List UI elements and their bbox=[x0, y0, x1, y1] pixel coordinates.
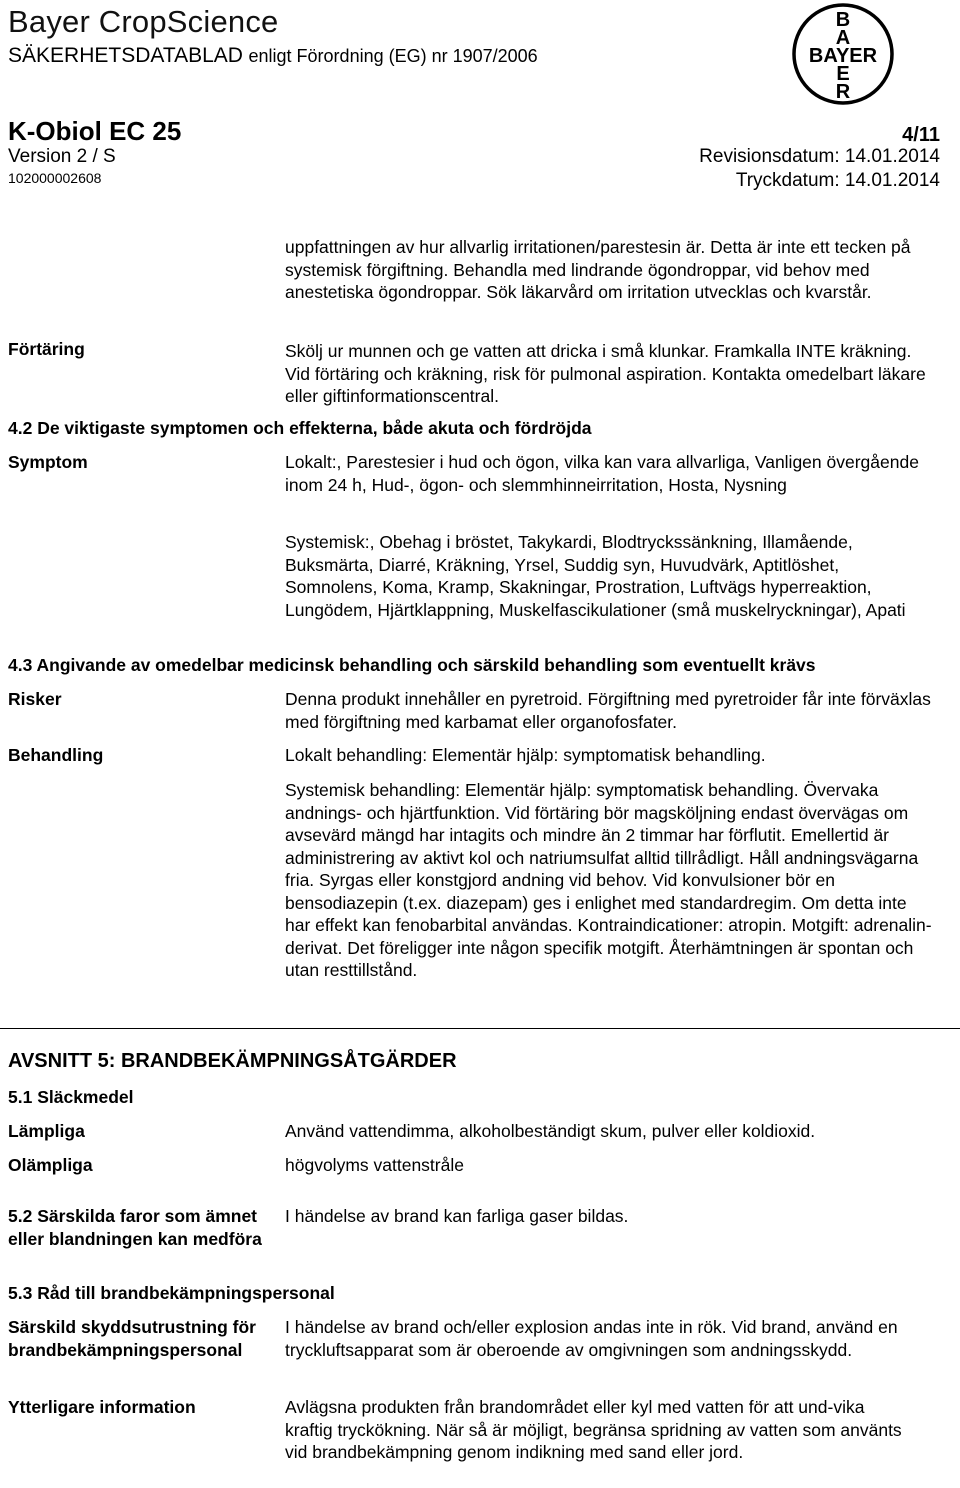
symptom-label: Symptom bbox=[8, 452, 88, 472]
risks-label: Risker bbox=[8, 689, 62, 709]
unsuitable-label: Olämpliga bbox=[8, 1155, 93, 1175]
symptom-systemic: Systemisk:, Obehag i bröstet, Takykardi, Blodtryckssänkning, Illamående, Buksmärta, Diarré, Kräkning, Yrsel, Suddig syn, Huvudvärk, Aptitlöshet, Somnolens, Koma, Kramp, Skakningar, Prostration, Luftvägs hyperreaktion, Lungödem, Hjärtklappning, Muskelfascikulationer (små muskelryckningar), Apati bbox=[285, 532, 906, 620]
ppe-text: I händelse av brand och/eller explosion andas inte in rök. Vid brand, använd en tryckluftsapparat som är oberoende av omgivningen som andningsskydd. bbox=[285, 1317, 898, 1360]
bayer-cross-logo bbox=[791, 2, 895, 106]
section-5-3-heading: 5.3 Råd till brandbekämpningspersonal bbox=[8, 1283, 335, 1303]
section-4-2-heading: 4.2 De viktigaste symptomen och effekterna, både akuta och fördröjda bbox=[8, 418, 592, 438]
version: Version 2 / S bbox=[8, 146, 116, 167]
section-5-title: AVSNITT 5: BRANDBEKÄMPNINGSÅTGÄRDER bbox=[8, 1050, 457, 1072]
further-info-label: Ytterligare information bbox=[8, 1397, 196, 1417]
unsuitable-text: högvolyms vattenstråle bbox=[285, 1155, 464, 1175]
page-number: 4/11 bbox=[902, 124, 940, 146]
ingestion-text: Skölj ur munnen och ge vatten att dricka i små klunkar. Framkalla INTE kräkning. Vid förtäring och kräkning, risk för pulmonal aspiration. Kontakta omedelbart läkare eller giftinformationscentral. bbox=[285, 341, 926, 406]
logo-letter: B bbox=[835, 9, 851, 31]
section-5-1-heading: 5.1 Släckmedel bbox=[8, 1087, 134, 1107]
print-date: Tryckdatum: 14.01.2014 bbox=[735, 170, 940, 191]
logo-letter: E bbox=[836, 63, 850, 85]
logo-letter: BAYER bbox=[808, 45, 878, 67]
revision-date: Revisionsdatum: 14.01.2014 bbox=[699, 146, 940, 167]
treatment-local: Lokalt behandling: Elementär hjälp: symptomatisk behandling. bbox=[285, 745, 766, 765]
section-divider bbox=[0, 1028, 960, 1029]
product-name: K-Obiol EC 25 bbox=[8, 116, 182, 146]
document-subtitle bbox=[8, 44, 538, 68]
document-number: 102000002608 bbox=[8, 170, 102, 186]
ppe-label: Särskild skyddsutrustning för brandbekämpningspersonal bbox=[8, 1317, 256, 1360]
treatment-systemic: Systemisk behandling: Elementär hjälp: symptomatisk behandling. Övervaka andnings- och hjärtfunktion. Vid förtäring bör magsköljning endast övervägas om avsevärd mängd har intagits och mindre än 2 timmar har förflutit. Emellertid är administrering av aktivt kol och natriumsulfat alltid tillrådligt. Håll andningsvägarna fria. Syrgas eller konstgjord andning vid behov. Vid konvulsioner bör en bensodiazepin (t.ex. diazepam) ges i enlighet med standardregim. Om detta inte har effekt kan fenobarbital användas. Kontraindicationer: atropin. Motgift: adrenalin-derivat. Det föreligger inte någon specifik motgift. Återhämtningen är spontan och utan resttillstånd. bbox=[285, 780, 932, 980]
further-info-text: Avlägsna produkten från brandområdet eller kyl med vatten för att und-vika kraftig tryckökning. När så är möjligt, begränsa spridning av vatten som använts vid brandbekämpning genom indikning med sand eller jord. bbox=[285, 1397, 902, 1462]
company-name: Bayer CropScience bbox=[8, 4, 279, 39]
logo-letter: R bbox=[835, 81, 851, 103]
treatment-label: Behandling bbox=[8, 745, 104, 765]
regulation: enligt Förordning (EG) nr 1907/2006 bbox=[248, 46, 538, 66]
risks-text: Denna produkt innehåller en pyretroid. Förgiftning med pyretroider får inte förväxlas med förgiftning med karbamat eller organofosfater. bbox=[285, 689, 931, 732]
ingestion-label: Förtäring bbox=[8, 339, 85, 359]
logo-letter: A bbox=[835, 27, 851, 49]
section-5-2-heading: 5.2 Särskilda faror som ämnet eller blandningen kan medföra bbox=[8, 1206, 262, 1249]
suitable-text: Använd vattendimma, alkoholbeständigt skum, pulver eller koldioxid. bbox=[285, 1121, 816, 1141]
symptom-local: Lokalt:, Parestesier i hud och ögon, vilka kan vara allvarliga, Vanligen övergående inom 24 h, Hud-, ögon- och slemmhinneirritation, Hosta, Nysning bbox=[285, 452, 919, 495]
doc-type: SÄKERHETSDATABLAD bbox=[8, 44, 243, 67]
section-5-2-text: I händelse av brand kan farliga gaser bildas. bbox=[285, 1206, 629, 1226]
suitable-label: Lämpliga bbox=[8, 1121, 85, 1141]
eye-contact-continuation: uppfattningen av hur allvarlig irritationen/parestesin är. Detta är inte ett tecken på systemisk förgiftning. Behandla med lindrande ögondroppar, vid behov med anestetiska ögondroppar. Sök läkarvård om irritation utvecklas och kvarstår. bbox=[285, 237, 911, 302]
section-4-3-heading: 4.3 Angivande av omedelbar medicinsk behandling och särskild behandling som eventuellt krävs bbox=[8, 655, 816, 675]
